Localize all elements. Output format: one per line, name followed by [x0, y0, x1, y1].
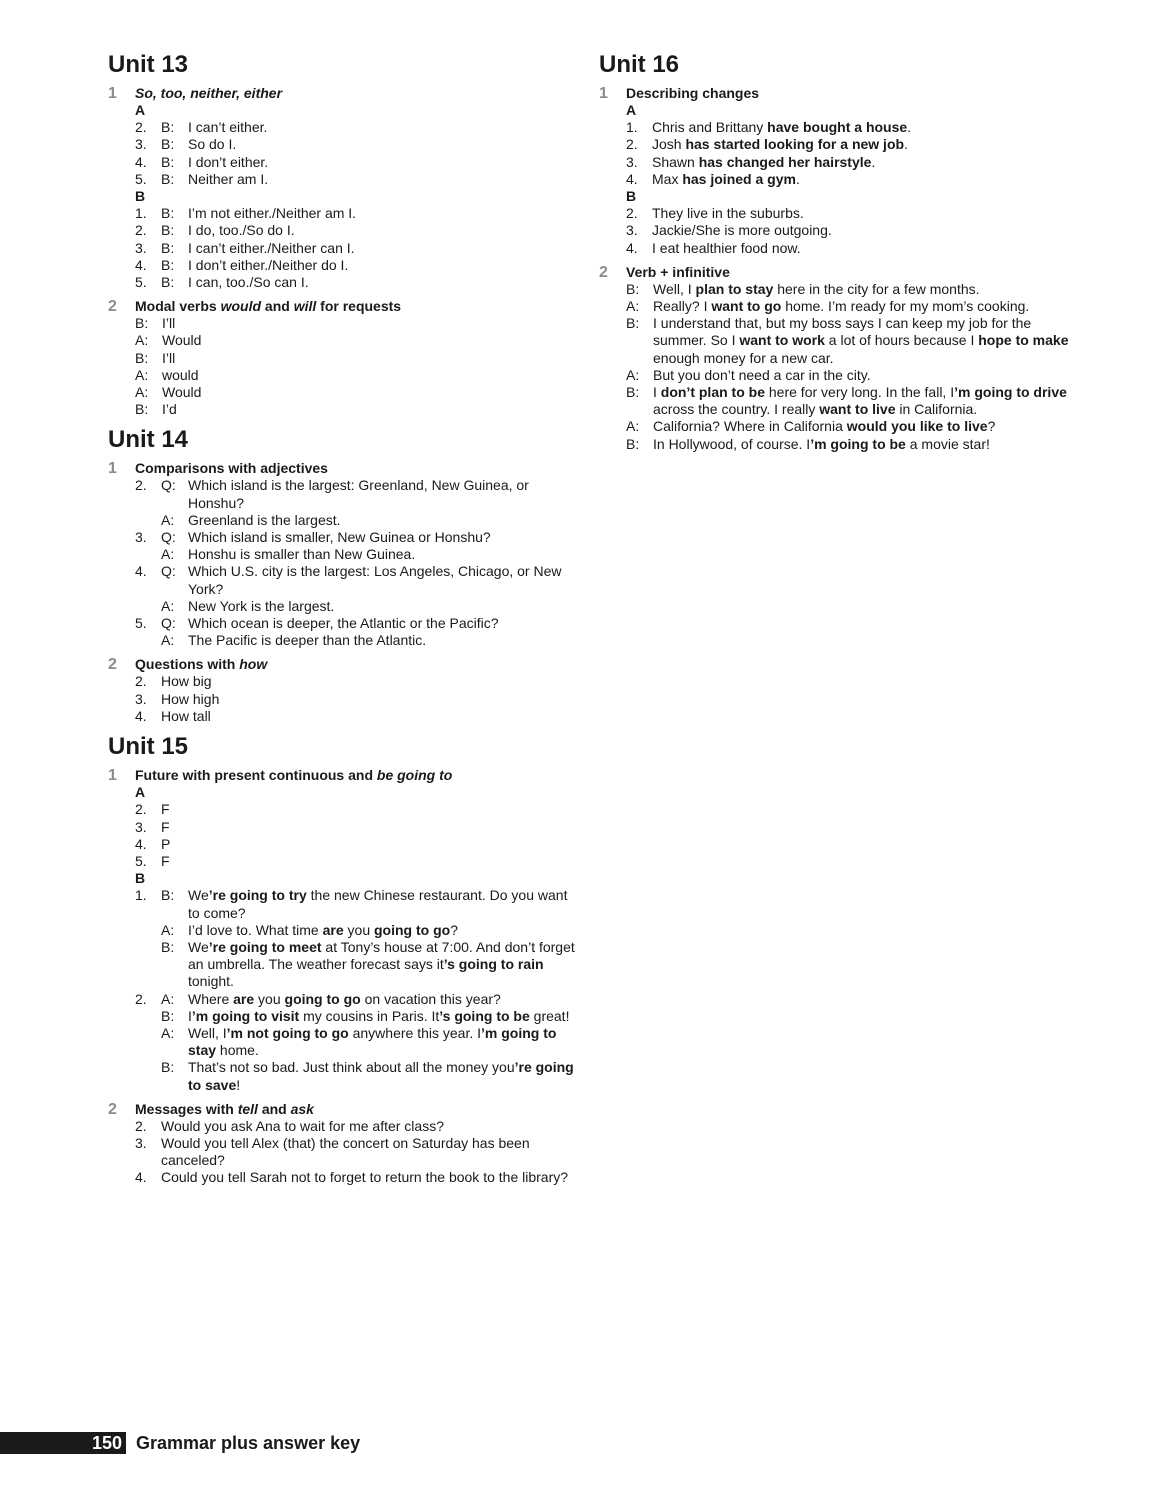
exercise-body — [108, 784, 578, 1094]
answer-text: California? Where in California would you like to live? — [653, 418, 996, 435]
answer-row — [626, 436, 1069, 453]
answer-text: How high — [161, 690, 220, 707]
answer-text: How big — [161, 673, 212, 690]
answer-text: F — [161, 852, 170, 869]
answer-text: Jackie/She is more outgoing. — [652, 222, 832, 239]
part-b-label: B — [135, 870, 146, 887]
item-number: 2. — [626, 136, 638, 153]
answer-row — [135, 615, 578, 632]
answer-text: They live in the suburbs. — [652, 205, 804, 222]
speaker-label: A: — [626, 298, 640, 315]
answer-text: Would you ask Ana to wait for me after class? — [161, 1117, 444, 1134]
unit-16 — [599, 50, 1069, 453]
answer-text: I can’t either. — [188, 119, 268, 136]
item-number: 4. — [626, 239, 638, 256]
item-number: 2. — [626, 205, 638, 222]
exercise-title: Comparisons with adjectives — [135, 460, 328, 477]
speaker-label: B: — [626, 315, 640, 332]
exercise-heading — [599, 85, 1069, 102]
answer-row — [135, 205, 578, 222]
answer-row — [135, 563, 578, 597]
answer-row — [135, 691, 578, 708]
answer-text: The Pacific is deeper than the Atlantic. — [188, 632, 427, 649]
exercise-heading — [108, 656, 578, 673]
answer-row — [135, 1135, 578, 1169]
answer-row — [135, 384, 578, 401]
item-number: 1. — [135, 887, 147, 904]
answer-row — [135, 119, 578, 136]
answer-text: Shawn has changed her hairstyle. — [652, 153, 876, 170]
answer-text: Which island is smaller, New Guinea or Honshu? — [188, 529, 491, 546]
item-number — [135, 922, 161, 939]
answer-row — [135, 598, 578, 615]
item-number: 2. — [135, 990, 147, 1007]
answer-row — [135, 240, 578, 257]
answer-text: I don’t either./Neither do I. — [188, 256, 349, 273]
answer-row — [626, 154, 1069, 171]
exercise-title: Verb + infinitive — [626, 263, 730, 280]
item-number: 4. — [135, 256, 147, 273]
part-a-label: A — [626, 102, 637, 118]
exercise-number: 1 — [108, 85, 117, 102]
answer-text: Which U.S. city is the largest: Los Angeles, Chicago, or New York? — [188, 563, 562, 597]
answer-row — [135, 154, 578, 171]
exercise-heading — [108, 85, 578, 102]
speaker-label: B: — [161, 222, 175, 239]
speaker-label: B: — [161, 256, 175, 273]
speaker-label: A: — [161, 632, 175, 649]
speaker-label: Q: — [161, 477, 176, 494]
item-number: 4. — [626, 170, 638, 187]
exercise-title: Describing changes — [626, 85, 760, 101]
item-number: 2. — [135, 673, 147, 690]
answer-text: In Hollywood, of course. I’m going to be a movie star! — [653, 435, 990, 452]
part-a-label: A — [135, 784, 146, 801]
exercise-heading — [108, 298, 578, 315]
answer-text: Neither am I. — [188, 170, 269, 187]
answer-row — [135, 801, 578, 818]
item-number — [135, 939, 161, 991]
item-number: 4. — [135, 153, 147, 170]
speaker-label: A: — [161, 921, 175, 938]
answer-text: Josh has started looking for a new job. — [652, 136, 908, 153]
exercise-number: 2 — [108, 298, 117, 316]
answer-text: We’re going to try the new Chinese restaurant. Do you want to come? — [188, 887, 568, 921]
speaker-label: A: — [626, 366, 640, 383]
exercise-body — [108, 102, 578, 291]
answer-text: Well, I plan to stay here in the city for a few months. — [653, 280, 980, 297]
answer-text: would — [162, 366, 199, 383]
speaker-label: B: — [135, 349, 149, 366]
item-number: 5. — [135, 274, 147, 291]
unit-13 — [108, 50, 578, 418]
item-number: 2. — [135, 119, 147, 136]
page-footer — [0, 1431, 360, 1455]
answer-text: I don’t plan to be here for very long. In the fall, I’m going to drive across the country. I really want to live in California. — [653, 384, 1067, 418]
answer-text: I don’t either. — [188, 153, 269, 170]
item-number: 2. — [135, 1117, 147, 1134]
speaker-label: B: — [161, 938, 175, 955]
answer-row — [135, 1025, 578, 1059]
answer-row — [626, 119, 1069, 136]
answer-text: Honshu is smaller than New Guinea. — [188, 546, 416, 563]
speaker-label: B: — [161, 153, 175, 170]
item-number: 3. — [135, 818, 147, 835]
item-number: 5. — [135, 852, 147, 869]
speaker-label: B: — [161, 205, 175, 222]
answer-row — [135, 1059, 578, 1093]
item-number: 2. — [135, 801, 147, 818]
speaker-label: A: — [161, 546, 175, 563]
answer-text: That’s not so bad. Just think about all the money you’re going to save! — [188, 1059, 574, 1093]
speaker-label: A: — [626, 418, 640, 435]
item-number — [135, 1008, 161, 1025]
exercise-body — [108, 673, 578, 725]
answer-row — [135, 887, 578, 921]
unit-title: Unit 15 — [108, 733, 189, 761]
answer-row — [626, 240, 1069, 257]
answer-row — [626, 367, 1069, 384]
answer-text: Max has joined a gym. — [652, 170, 800, 187]
speaker-label: Q: — [161, 529, 176, 546]
exercise-body — [108, 315, 578, 418]
speaker-label: Q: — [161, 615, 176, 632]
exercise-number: 1 — [108, 767, 117, 785]
answer-row — [135, 673, 578, 690]
answer-row — [135, 350, 578, 367]
answer-text: We’re going to meet at Tony’s house at 7:00. And don’t forget an umbrella. The weather forecast says it’s going to rain tonight. — [188, 938, 575, 990]
answer-text: How tall — [161, 707, 211, 724]
answer-text: Where are you going to go on vacation this year? — [188, 990, 501, 1007]
answer-row — [135, 853, 578, 870]
part-a-label: A — [135, 102, 146, 118]
answer-row — [135, 274, 578, 291]
item-number: 4. — [135, 707, 147, 724]
answer-row — [135, 477, 578, 511]
part-b-label: B — [135, 188, 146, 205]
exercise-title: Questions with how — [135, 656, 268, 673]
answer-row — [135, 991, 578, 1008]
exercise-heading — [108, 1101, 578, 1118]
answer-text: I can, too./So can I. — [188, 274, 309, 291]
answer-row — [135, 332, 578, 349]
answer-row — [626, 205, 1069, 222]
exercise-number: 2 — [599, 263, 608, 281]
exercise-number: 1 — [108, 460, 117, 478]
speaker-label: B: — [626, 384, 640, 401]
exercise-body — [599, 281, 1069, 453]
right-column — [599, 50, 1069, 460]
answer-text: I do, too./So do I. — [188, 222, 295, 239]
exercise-2 — [599, 264, 1069, 453]
exercise-body — [108, 1118, 578, 1187]
item-number: 3. — [626, 222, 638, 239]
answer-row — [135, 136, 578, 153]
exercise-title: Messages with tell and ask — [135, 1100, 314, 1117]
answer-text: But you don’t need a car in the city. — [653, 366, 871, 383]
item-number: 3. — [135, 529, 147, 546]
exercise-1 — [108, 85, 578, 291]
item-number: 3. — [135, 690, 147, 707]
exercise-2 — [108, 1101, 578, 1187]
item-number: 1. — [626, 119, 638, 136]
answer-row — [626, 384, 1069, 418]
answer-row — [135, 632, 578, 649]
answer-text: Would — [162, 332, 202, 349]
exercise-number: 2 — [108, 1100, 117, 1118]
item-number: 5. — [135, 170, 147, 187]
answer-text: So do I. — [188, 136, 237, 153]
answer-text: New York is the largest. — [188, 597, 335, 614]
part-b-label: B — [626, 188, 637, 205]
speaker-label: A: — [135, 384, 149, 401]
answer-text: I’d — [162, 401, 177, 418]
item-number: 2. — [135, 222, 147, 239]
answer-text: Chris and Brittany have bought a house. — [652, 119, 912, 136]
answer-row — [626, 418, 1069, 435]
item-number: 3. — [135, 1134, 147, 1151]
answer-row — [135, 1118, 578, 1135]
answer-row — [135, 546, 578, 563]
answer-row — [626, 171, 1069, 188]
unit-15 — [108, 732, 578, 1186]
item-number — [135, 546, 161, 563]
answer-row — [626, 315, 1069, 367]
answer-row — [626, 136, 1069, 153]
answer-text: I’ll — [162, 315, 176, 332]
exercise-2 — [108, 298, 578, 418]
item-number: 2. — [135, 477, 147, 494]
answer-row — [135, 1008, 578, 1025]
answer-row — [626, 281, 1069, 298]
unit-title: Unit 14 — [108, 426, 189, 454]
answer-text: P — [161, 835, 171, 852]
answer-row — [135, 1169, 578, 1186]
speaker-label: B: — [161, 170, 175, 187]
speaker-label: Q: — [161, 563, 176, 580]
speaker-label: B: — [161, 119, 175, 136]
speaker-label: A: — [161, 1024, 175, 1041]
answer-row — [135, 922, 578, 939]
exercise-number: 2 — [108, 656, 117, 674]
item-number: 3. — [135, 239, 147, 256]
answer-row — [135, 257, 578, 274]
item-number: 4. — [135, 1169, 147, 1186]
item-number — [135, 632, 161, 649]
exercise-title: So, too, neither, either — [135, 85, 283, 101]
answer-row — [135, 836, 578, 853]
speaker-label: B: — [161, 1007, 175, 1024]
speaker-label: A: — [135, 366, 149, 383]
item-number — [135, 1059, 161, 1093]
exercise-1 — [108, 767, 578, 1094]
item-number: 1. — [135, 205, 147, 222]
item-number — [135, 1025, 161, 1059]
speaker-label: B: — [626, 435, 640, 452]
answer-row — [626, 222, 1069, 239]
answer-text: Would — [162, 384, 202, 401]
speaker-label: B: — [161, 136, 175, 153]
speaker-label: A: — [161, 597, 175, 614]
exercise-heading — [108, 460, 578, 477]
answer-text: Greenland is the largest. — [188, 511, 341, 528]
answer-text: Which island is the largest: Greenland, New Guinea, or Honshu? — [188, 477, 529, 511]
answer-text: I’m not either./Neither am I. — [188, 205, 357, 222]
speaker-label: B: — [135, 315, 149, 332]
exercise-number: 1 — [599, 85, 608, 102]
answer-row — [135, 819, 578, 836]
answer-row — [135, 222, 578, 239]
answer-row — [135, 529, 578, 546]
answer-row — [135, 367, 578, 384]
item-number — [135, 598, 161, 615]
exercise-1 — [108, 460, 578, 649]
answer-row — [135, 401, 578, 418]
answer-text: Which ocean is deeper, the Atlantic or the Pacific? — [188, 615, 499, 632]
answer-row — [135, 512, 578, 529]
speaker-label: B: — [626, 280, 640, 297]
speaker-label: B: — [161, 274, 175, 291]
exercise-title: Modal verbs would and will for requests — [135, 298, 402, 315]
answer-text: I can’t either./Neither can I. — [188, 239, 355, 256]
speaker-label: B: — [161, 239, 175, 256]
exercise-heading — [599, 264, 1069, 281]
answer-row — [626, 298, 1069, 315]
answer-text: Could you tell Sarah not to forget to return the book to the library? — [161, 1169, 569, 1186]
item-number: 3. — [626, 153, 638, 170]
speaker-label: B: — [135, 401, 149, 418]
answer-text: F — [161, 818, 170, 835]
item-number: 3. — [135, 136, 147, 153]
answer-text: Well, I’m not going to go anywhere this year. I’m going to stay home. — [188, 1024, 557, 1059]
exercise-1 — [599, 85, 1069, 257]
left-column — [108, 50, 578, 1194]
answer-text: F — [161, 801, 170, 818]
item-number: 4. — [135, 835, 147, 852]
unit-title: Unit 13 — [108, 51, 189, 78]
answer-row — [135, 708, 578, 725]
exercise-body — [599, 102, 1069, 257]
answer-text: Really? I want to go home. I’m ready for my mom’s cooking. — [653, 298, 1030, 315]
item-number: 4. — [135, 563, 147, 580]
speaker-label: A: — [135, 332, 149, 349]
exercise-body — [108, 477, 578, 649]
answer-row — [135, 939, 578, 991]
speaker-label: A: — [161, 990, 175, 1007]
page-number: 150 — [0, 1432, 126, 1454]
exercise-title: Future with present continuous and be going to — [135, 767, 453, 784]
item-number: 5. — [135, 615, 147, 632]
footer-label: Grammar plus answer key — [136, 1432, 361, 1453]
answer-text: I understand that, but my boss says I can keep my job for the summer. So I want to work a lot of hours because I hope to make enough money for a new car. — [653, 315, 1069, 366]
answer-text: Would you tell Alex (that) the concert on Saturday has been canceled? — [161, 1134, 530, 1169]
unit-14 — [108, 425, 578, 725]
unit-title: Unit 16 — [599, 51, 680, 78]
item-number — [135, 512, 161, 529]
speaker-label: B: — [161, 887, 175, 904]
answer-text: I’d love to. What time are you going to go? — [188, 921, 458, 938]
answer-text: I’ll — [162, 349, 176, 366]
exercise-heading — [108, 767, 578, 784]
exercise-2 — [108, 656, 578, 725]
answer-row — [135, 171, 578, 188]
answer-row — [135, 315, 578, 332]
speaker-label: B: — [161, 1059, 175, 1076]
answer-text: I eat healthier food now. — [652, 239, 801, 256]
answer-text: I’m going to visit my cousins in Paris. It’s going to be great! — [188, 1007, 570, 1024]
speaker-label: A: — [161, 511, 175, 528]
